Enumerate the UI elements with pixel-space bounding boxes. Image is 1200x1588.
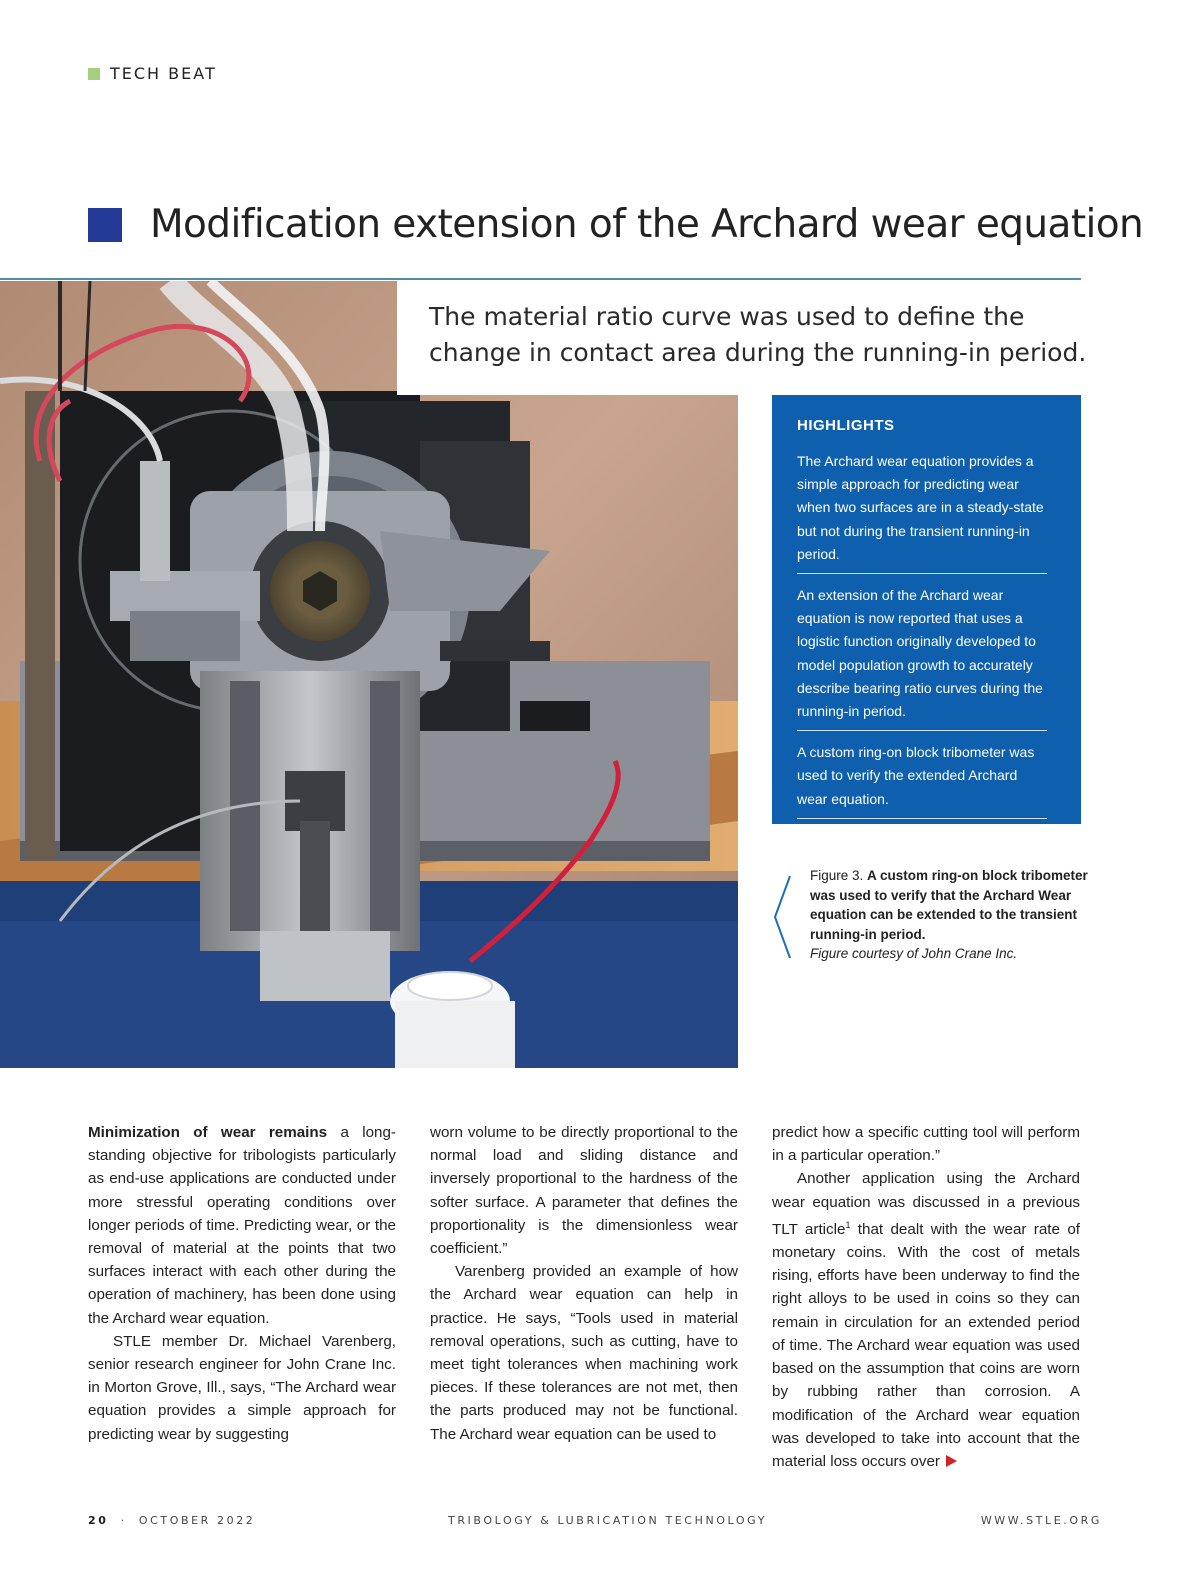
body-column-2 [430,1121,738,1446]
footer-left [88,1514,255,1527]
title-square-icon [88,208,122,242]
footer-publication: TRIBOLOGY & LUBRICATION TECHNOLOGY [448,1514,768,1527]
caption-credit: Figure courtesy of John Crane Inc. [810,946,1018,962]
section-tag [88,64,217,83]
chevron-left-icon [772,874,792,960]
body-paragraph: Varenberg provided an example of how the Archard wear equation can help in practice. He says, “Tools used in material removal operations, such as cutting, have to meet tight tolerances when machining work pieces. If these tolerances are not met, then the parts produced may not be functional. The Archard wear equation can be used to [430,1263,738,1443]
section-tag-label: TECH BEAT [110,64,217,83]
body-paragraph [772,1167,1080,1473]
title-row [88,202,1143,247]
highlight-item: A custom ring-on block tribometer was used to verify the extended Archard wear equation. [797,741,1047,819]
body-paragraph: STLE member Dr. Michael Varenberg, senior research engineer for John Crane Inc. in Morton Grove, Ill., says, “The Archard wear equation provides a simple approach for predicting wear by suggesting [88,1332,396,1443]
caption-label: Figure 3. [810,868,864,883]
caption-text [810,866,1090,964]
footnote-ref: 1 [845,1219,851,1230]
article-title: Modification extension of the Archard wear equation [150,202,1144,247]
highlights-list [797,450,1047,829]
highlights-box [772,395,1081,824]
caption-description: A custom ring-on block tribometer was used to verify that the Archard Wear equation can be extended to the transient running-in period. [810,868,1088,942]
tag-square-icon [88,68,100,80]
page-number: 20 [88,1514,109,1527]
body-text: that dealt with the wear rate of monetary coins. With the cost of metals rising, efforts have been underway to find the right alloys to be used in coins so they can remain in circulation for an extended period of time. The Archard wear equation was used based on the assumption that coins are worn by rubbing rather than corrosion. A modification of the Archard wear equation was developed to take into account that the material loss occurs over [772,1220,1080,1470]
lead-in: Minimization of wear remains [88,1124,328,1141]
highlight-item: An extension of the Archard wear equation is now reported that uses a logistic function originally developed to model population growth to accurately describe bearing ratio curves during the running-in period. [797,584,1047,731]
highlight-item: The Archard wear equation provides a simple approach for predicting wear when two surfaces are in a steady-state but not during the transient running-in period. [797,450,1047,574]
highlights-title: HIGHLIGHTS [797,417,895,434]
body-text: a long-standing objective for tribologists particularly as end-use applications are conducted under more stressful operating conditions over longer periods of time. Predicting wear, or the removal of material at the points that two surfaces interact with each other during the operation of machinery, has been done using the Archard wear equation. [88,1124,396,1327]
body-column-3 [772,1121,1080,1473]
continue-arrow-icon [946,1455,957,1467]
body-paragraph: predict how a specific cutting tool will perform in a particular operation.” [772,1124,1080,1165]
body-text: Another application using the Archard wear equation was discussed in a previous TLT article [772,1170,1080,1238]
title-rule [0,278,1081,280]
subhead-box [397,281,1097,395]
body-column-1 [88,1121,396,1446]
footer-separator: · [120,1514,127,1527]
footer-date: OCTOBER 2022 [138,1514,256,1527]
subhead-text: The material ratio curve was used to define the change in contact area during the running-in period. [429,302,1087,367]
body-paragraph: worn volume to be directly proportional to the normal load and sliding distance and inversely proportional to the hardness of the softer surface. A parameter that defines the proportionality is the dimensionless wear coefficient.” [430,1124,738,1258]
body-paragraph [88,1121,396,1330]
footer-website: WWW.STLE.ORG [980,1514,1102,1527]
tribometer-photo [0,281,738,1068]
